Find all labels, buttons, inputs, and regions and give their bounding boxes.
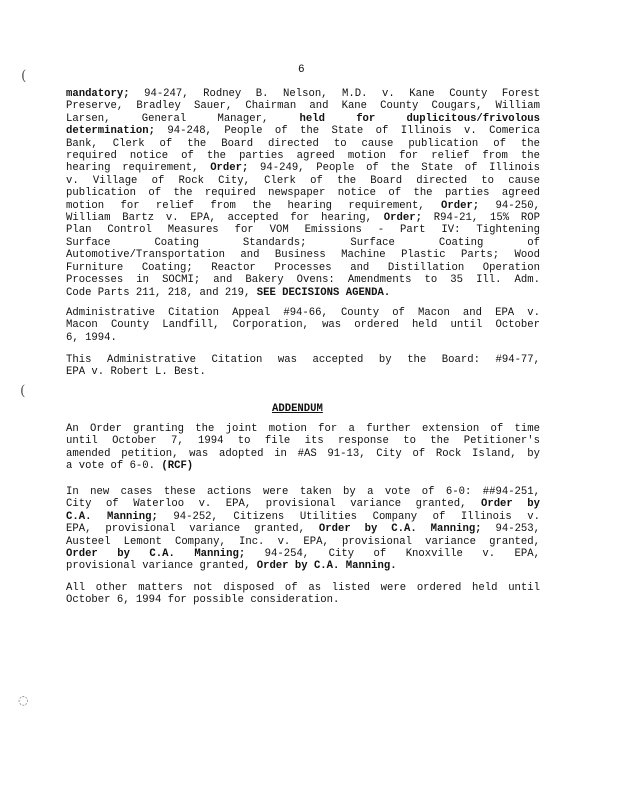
text-line: Austeel Lemont Company, Inc. v. EPA, provisional variance granted, <box>66 535 540 548</box>
binder-hole-mark-icon: ◌ <box>18 693 29 707</box>
text-line: City of Waterloo v. EPA, provisional variance granted, Order by <box>66 498 541 511</box>
addendum-heading: ADDENDUM <box>272 403 323 415</box>
text-line: In new cases these actions were taken by a vote of 6-0: ##94-251, <box>66 486 540 498</box>
text-line: publication of the required newspaper notice of the parties agreed <box>66 187 540 200</box>
page-number: 6 <box>298 64 305 76</box>
text-line: October 6, 1994 for possible consideration. <box>66 594 340 607</box>
text-line: determination; 94-248, People of the State of Illinois v. Comerica <box>66 125 540 138</box>
text-line: Larsen, General Manager, held for duplicitous/frivolous <box>66 112 541 125</box>
paragraph-other-matters <box>66 582 540 607</box>
text-line: Plan Control Measures for VOM Emissions - Part IV: Tightening <box>66 224 540 237</box>
text-line: Macon County Landfill, Corporation, was ordered held until October <box>66 319 540 332</box>
text-line: 6, 1994. <box>66 331 117 344</box>
text-line: Automotive/Transportation and Business Machine Plastic Parts; Wood <box>66 249 540 262</box>
paragraph-agenda-items <box>66 88 540 299</box>
text-line: This Administrative Citation was accepted by the Board: #94-77, <box>66 354 540 366</box>
paragraph-addendum-order <box>66 423 540 473</box>
text-line: Order by C.A. Manning; 94-254, City of Knoxville v. EPA, <box>66 548 540 561</box>
text-line: required notice of the parties agreed motion for relief from the <box>66 150 540 163</box>
text-line: William Bartz v. EPA, accepted for hearing, Order; R94-21, 15% ROP <box>66 212 540 225</box>
text-line: Administrative Citation Appeal #94-66, County of Macon and EPA v. <box>66 307 540 319</box>
paragraph-new-cases <box>66 486 540 573</box>
text-line: Surface Coating Standards; Surface Coating of <box>66 236 540 249</box>
text-line: mandatory; 94-247, Rodney B. Nelson, M.D. v. Kane County Forest <box>66 88 540 100</box>
text-line: All other matters not disposed of as listed were ordered held until <box>66 582 540 594</box>
text-line: EPA, provisional variance granted, Order by C.A. Manning; 94-253, <box>66 523 540 536</box>
text-line: provisional variance granted, Order by C.A. Manning. <box>66 560 397 573</box>
text-line: An Order granting the joint motion for a further extension of time <box>66 423 540 435</box>
text-line: Furniture Coating; Reactor Processes and Distillation Operation <box>66 261 540 274</box>
text-line: motion for relief from the hearing requirement, Order; 94-250, <box>66 199 541 212</box>
text-line: v. Village of Rock City, Clerk of the Board directed to cause <box>66 174 540 187</box>
text-line: C.A. Manning; 94-252, Citizens Utilities Company of Illinois v. <box>66 510 540 523</box>
text-line: Preserve, Bradley Sauer, Chairman and Kane County Cougars, William <box>66 100 540 113</box>
text-line: Code Parts 211, 218, and 219, SEE DECISIONS AGENDA. <box>66 286 391 299</box>
text-line: Bank, Clerk of the Board directed to cause publication of the <box>66 137 540 150</box>
paragraph-citation-accepted <box>66 354 540 379</box>
binder-hole-mark-icon: ( <box>21 68 27 84</box>
text-line: until October 7, 1994 to file its response to the Petitioner's <box>66 435 540 448</box>
text-line: EPA v. Robert L. Best. <box>66 366 206 379</box>
text-line: Processes in SOCMI; and Bakery Ovens: Amendments to 35 Ill. Adm. <box>66 274 540 287</box>
text-line: hearing requirement, Order; 94-249, People of the State of Illinois <box>66 162 540 175</box>
binder-hole-mark-icon: ( <box>20 383 26 399</box>
text-line: a vote of 6-0. (RCF) <box>66 460 194 473</box>
paragraph-citation-appeal <box>66 307 540 344</box>
text-line: amended petition, was adopted in #AS 91-13, City of Rock Island, by <box>66 447 540 460</box>
